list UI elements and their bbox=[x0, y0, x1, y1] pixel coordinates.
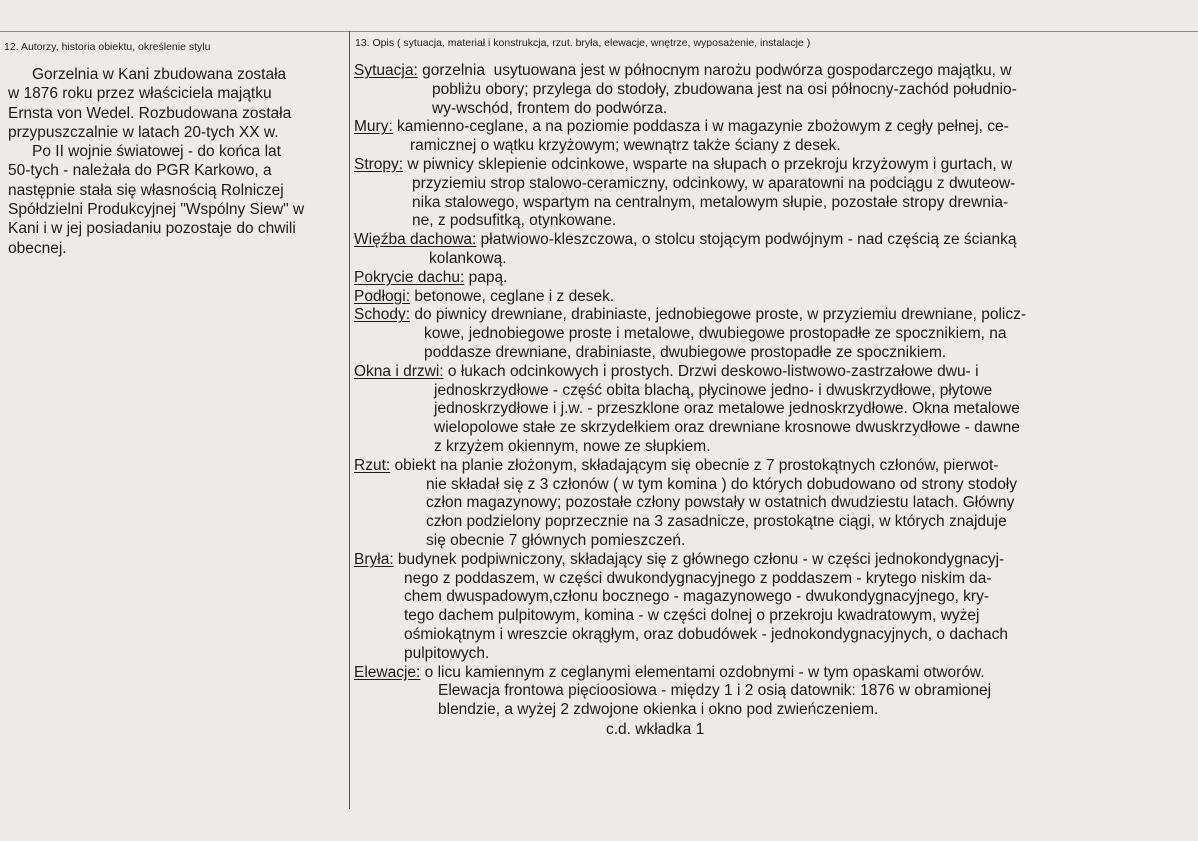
description-entry bbox=[354, 306, 1194, 362]
entry-label: Stropy: bbox=[354, 155, 404, 173]
history-line: Ernsta von Wedel. Rozbudowana została bbox=[8, 104, 292, 122]
description-entry bbox=[354, 457, 1194, 551]
entry-continuation-line: z krzyżem okiennym, nowe ze słupkiem. bbox=[434, 437, 711, 455]
entry-label: Rzut: bbox=[354, 456, 391, 474]
entry-continuation-line: tego dachem pulpitowym, komina - w części dolnej o przekroju kwadratowym, wyżej bbox=[404, 607, 980, 625]
entry-first-line bbox=[354, 62, 1194, 81]
entry-text: budynek podpiwniczony, składający się z głównego członu - w części jednokondygnacyj- bbox=[393, 550, 1005, 568]
entry-text: papą. bbox=[464, 268, 508, 286]
entry-label: Okna i drzwi: bbox=[354, 362, 444, 380]
entry-continuation-line: wy-wschód, frontem do podwórza. bbox=[432, 99, 668, 117]
description-entry bbox=[354, 363, 1194, 457]
description-entry bbox=[354, 288, 1194, 307]
entry-continuation-line: nego z poddaszem, w części dwukondygnacyjnego z poddaszem - krytego niskim da- bbox=[404, 569, 992, 587]
entry-continuation-line: człon podzielony poprzecznie na 3 zasadnicze, prostokątne ciągi, w których znajduje bbox=[426, 513, 1007, 531]
description-entry bbox=[354, 62, 1194, 118]
history-line: przypuszczalnie w latach 20-tych XX w. bbox=[8, 123, 279, 141]
history-line: następnie stała się własnością Rolniczej bbox=[8, 181, 284, 199]
description-entry bbox=[354, 231, 1194, 269]
entry-first-line bbox=[354, 551, 1194, 570]
continuation-note: c.d. wkładka 1 bbox=[606, 720, 705, 738]
entry-first-line bbox=[354, 118, 1194, 137]
history-line: obecnej. bbox=[8, 239, 67, 257]
history-line: w 1876 roku przez właściciela majątku bbox=[8, 85, 272, 103]
entry-continuation-line: chem dwuspadowym,członu bocznego - magazynowego - dwukondygnacyjnego, kry- bbox=[404, 588, 990, 606]
entry-label: Pokrycie dachu: bbox=[354, 268, 465, 286]
entry-continuation-line: kowe, jednobiegowe proste i metalowe, dwubiegowe prostopadłe ze spocznikiem, na bbox=[424, 325, 1007, 343]
description-entry bbox=[354, 664, 1194, 720]
entry-text: o licu kamiennym z ceglanymi elementami ozdobnymi - w tym opaskami otworów. bbox=[420, 663, 985, 681]
entry-label: Mury: bbox=[354, 118, 393, 136]
entry-first-line bbox=[354, 664, 1194, 683]
history-line: Kani i w jej posiadaniu pozostaje do chwili bbox=[8, 220, 296, 238]
entry-continuation-line: jednoskrzydłowe - część obita blachą, płycinowe jedno- i dwuskrzydłowe, płytowe bbox=[434, 381, 993, 399]
entry-first-line bbox=[354, 269, 1194, 288]
description-text bbox=[354, 62, 1194, 740]
entry-continuation-line: ośmiokątnym i wreszcie okrągłym, oraz dobudówek - jednokondygnacyjnych, o dachach bbox=[404, 625, 1008, 643]
description-entry bbox=[354, 551, 1194, 664]
entry-continuation-line: ne, z podsufitką, otynkowane. bbox=[412, 212, 617, 230]
entry-text: kamienno-ceglane, a na poziomie poddasza i w magazynie zbożowym z cegły pełnej, ce- bbox=[392, 118, 1009, 136]
entry-continuation-line: nie składał się z 3 członów ( w tym komina ) do których dobudowano od strony stodoły bbox=[426, 475, 1018, 493]
description-entry bbox=[354, 118, 1194, 156]
entry-continuation-line: jednoskrzydłowe i j.w. - przeszklone oraz metalowe jednoskrzydłowe. Okna metalowe bbox=[434, 400, 1020, 418]
entry-continuation-line: pobliżu obory; przylega do stodoły, zbudowana jest na osi północny-zachód południo- bbox=[432, 80, 1017, 98]
entry-continuation-line: kolankową. bbox=[429, 249, 507, 267]
entry-label: Podłogi: bbox=[354, 287, 411, 305]
history-text bbox=[8, 65, 348, 258]
entry-first-line bbox=[354, 288, 1194, 307]
entry-first-line bbox=[354, 231, 1194, 250]
left-section-header: 12. Autorzy, historia obiektu, określenie stylu bbox=[4, 41, 211, 53]
entry-text: betonowe, ceglane i z desek. bbox=[410, 287, 615, 305]
entry-text: o łukach odcinkowych i prostych. Drzwi deskowo-listwowo-zastrzałowe dwu- i bbox=[443, 362, 979, 380]
entry-continuation-line: pulpitowych. bbox=[404, 644, 490, 662]
entry-text: w piwnicy sklepienie odcinkowe, wsparte na słupach o przekroju krzyżowym i gurtach, w bbox=[403, 155, 1013, 173]
entry-continuation-line: nika stalowego, wspartym na centralnym, metalowym słupie, pozostałe stropy drewnia- bbox=[412, 193, 1009, 211]
entry-label: Elewacje: bbox=[354, 663, 421, 681]
history-line: Spółdzielni Produkcyjnej "Wspólny Siew" w bbox=[8, 201, 305, 219]
right-section-header: 13. Opis ( sytuacja, materiał i konstrukcja, rzut. bryła, elewacje, wnętrze, wyposażenie, instalacje ) bbox=[355, 37, 811, 49]
entry-continuation-line: przyziemiu strop stalowo-ceramiczny, odcinkowy, w aparatowni na podciągu z dwuteow- bbox=[412, 174, 1016, 192]
entry-label: Schody: bbox=[354, 306, 411, 324]
top-rule bbox=[0, 31, 1198, 32]
entry-label: Więźba dachowa: bbox=[354, 231, 477, 249]
history-line: Gorzelnia w Kani zbudowana została bbox=[32, 66, 287, 83]
entry-first-line bbox=[354, 363, 1194, 382]
entry-text: obiekt na planie złożonym, składającym się obecnie z 7 prostokątnych członów, pierwot- bbox=[390, 456, 999, 474]
entry-text: gorzelnia usytuowana jest w północnym narożu podwórza gospodarczego majątku, w bbox=[417, 62, 1012, 79]
entry-first-line bbox=[354, 156, 1194, 175]
history-line: Po II wojnie światowej - do końca lat bbox=[32, 143, 281, 161]
entry-text: do piwnicy drewniane, drabiniaste, jednobiegowe proste, w przyziemiu drewniane, policz- bbox=[410, 306, 1027, 324]
entry-continuation-line: ramicznej o wątku krzyżowym; wewnątrz także ściany z desek. bbox=[410, 137, 841, 155]
entry-continuation-line: Elewacja frontowa pięcioosiowa - między 1 i 2 osią datownik: 1876 w obramionej bbox=[438, 682, 992, 700]
entry-continuation-line: blendzie, a wyżej 2 zdwojone okienka i okno pod zwieńczeniem. bbox=[438, 701, 879, 719]
entry-first-line bbox=[354, 306, 1194, 325]
entry-label: Bryła: bbox=[354, 550, 394, 568]
entry-label: Sytuacja: bbox=[354, 62, 418, 79]
description-entry bbox=[354, 156, 1194, 231]
column-divider bbox=[349, 31, 350, 809]
entry-text: płatwiowo-kleszczowa, o stolcu stojącym podwójnym - nad częścią ze ścianką bbox=[476, 231, 1017, 249]
entry-continuation-line: się obecnie 7 głównych pomieszczeń. bbox=[426, 531, 686, 549]
entry-first-line bbox=[354, 457, 1194, 476]
entry-continuation-line: wielopolowe stałe ze skrzydełkiem oraz drewniane krosnowe dwuskrzydłowe - dawne bbox=[434, 419, 1020, 437]
description-entry bbox=[354, 269, 1194, 288]
entry-continuation-line: poddasze drewniane, drabiniaste, dwubiegowe prostopadłe ze spocznikiem. bbox=[424, 343, 947, 361]
entry-continuation-line: człon magazynowy; pozostałe człony powstały w ostatnich dwudziestu latach. Główny bbox=[426, 494, 1015, 512]
history-line: 50-tych - należała do PGR Karkowo, a bbox=[8, 162, 272, 180]
